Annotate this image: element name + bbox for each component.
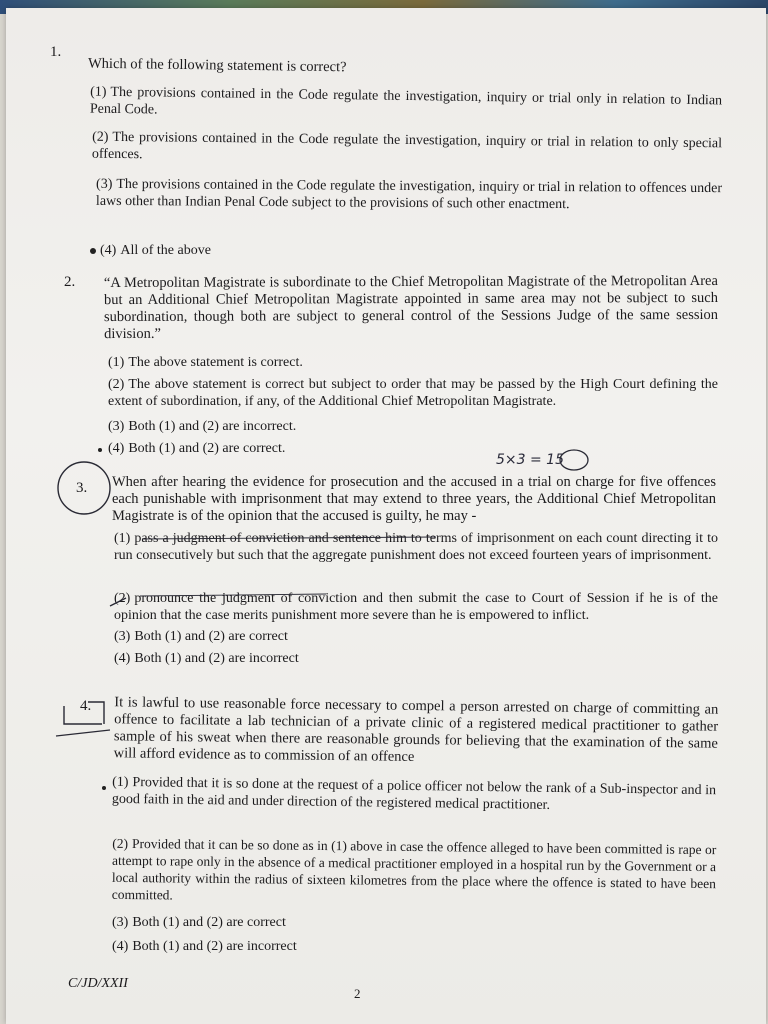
option-tag: (2) (108, 377, 125, 392)
option-text: The above statement is correct but subject to order that may be passed by the High Court defining the extent of subordination, if any, of the Additional Chief Metropolitan Magistrate. (108, 377, 718, 409)
option-text: Both (1) and (2) are incorrect (134, 651, 299, 666)
option-text: Both (1) and (2) are correct (132, 915, 286, 930)
option-tag: (1) (90, 84, 107, 100)
option-text: Both (1) and (2) are incorrect (132, 939, 297, 954)
handwritten-calculation: 5×3 = 15 (496, 452, 564, 468)
option-tag: (1) (108, 355, 125, 370)
question-circle-mark (58, 462, 110, 514)
underline-mark (56, 730, 110, 736)
option-text: Both (1) and (2) are correct (134, 629, 288, 644)
option-text: Both (1) and (2) are incorrect. (128, 419, 297, 434)
option-tag: (3) (108, 419, 125, 434)
option-text: pass a judgment of conviction and sentence him to terms of imprisonment on each count directing it to run consecutively but such that the aggregate punishment does not exceed fourteen years of imprisonment. (114, 531, 718, 563)
option-tag: (4) (114, 651, 131, 666)
option-text: The provisions contained in the Code regulate the investigation, inquiry or trial in relation to only special offences. (91, 129, 723, 163)
pen-annotations (6, 8, 766, 1024)
box-mark (88, 702, 104, 724)
option-tag: (2) (92, 129, 109, 145)
question-number: 3. (76, 480, 88, 496)
box-mark (64, 706, 102, 724)
question-number: 1. (50, 44, 62, 60)
question-stem: When after hearing the evidence for prosecution and the accused in a trial on charge for five offences each punishable with imprisonment that may extend to three years, the Additional Chief Metropolitan Magistrate is of the opinion that the accused is guilty, he may - (112, 474, 716, 524)
exam-page (6, 8, 766, 1024)
page-number: 2 (354, 986, 361, 1001)
option-tag: (2) (112, 835, 129, 852)
option-tag: (3) (96, 176, 113, 192)
option-tag: (4) (100, 243, 117, 258)
option-text: The provisions contained in the Code regulate the investigation, inquiry or trial in relation to offences under laws other than Indian Penal Code subject to the provisions of such other enactment. (95, 176, 723, 213)
option-text: The above statement is correct. (128, 355, 303, 370)
question-stem: It is lawful to use reasonable force necessary to compel a person arrested on charge of committing an offence to facilitate a lab technician of a private clinic of a registered medical practitioner to gather sample of his sweat when there are reasonable grounds for believing that the examination of the same will afford evidence as to commission of an offence (113, 694, 719, 765)
option-text: Both (1) and (2) are correct. (128, 441, 286, 456)
option-tag: (2) (114, 591, 131, 606)
tick-mark (110, 598, 126, 606)
option-text: Provided that it can be so done as in (1) above in case the offence alleged to have been committed is rape or attempt to rape only in the absence of a medical practitioner employed in a hospital run by the Government or a local authority within the radius of sixteen kilometres from the place where the offence is stated to have been committed. (111, 836, 717, 903)
option-tag: (3) (114, 629, 131, 644)
option-text: All of the above (120, 243, 211, 258)
option-tag: (1) (112, 774, 129, 791)
option-tag: (3) (112, 915, 129, 930)
option-tag: (1) (114, 531, 131, 546)
answer-circle-mark (560, 450, 588, 470)
paper-code: C/JD/XXII (68, 976, 128, 991)
underline-mark (140, 594, 326, 596)
option-tag: (4) (112, 939, 129, 954)
question-number: 2. (64, 274, 76, 290)
question-number: 4. (80, 698, 92, 714)
question-stem: “A Metropolitan Magistrate is subordinate to the Chief Metropolitan Magistrate of the Metropolitan Area but an Additional Chief Metropolitan Magistrate appointed in same area may not be subject to such subordination, though both are subject to general control of the Sessions Judge of the same session division.” (103, 272, 719, 343)
question-stem: Which of the following statement is correct? (87, 55, 347, 76)
option-text: Provided that it is so done at the request of a police officer not below the rank of a Sub-inspector and in good faith in the aid and under direction of the registered medical practitioner. (111, 775, 717, 813)
option-tag: (4) (108, 441, 125, 456)
option-text: The provisions contained in the Code regulate the investigation, inquiry or trial only in relation to Indian Penal Code. (89, 84, 723, 118)
option-text: pronounce the judgment of conviction and then submit the case to Court of Session if he is of the opinion that the case merits punishment more severe than he is empowered to inflict. (114, 591, 718, 623)
underline-mark (142, 537, 436, 539)
